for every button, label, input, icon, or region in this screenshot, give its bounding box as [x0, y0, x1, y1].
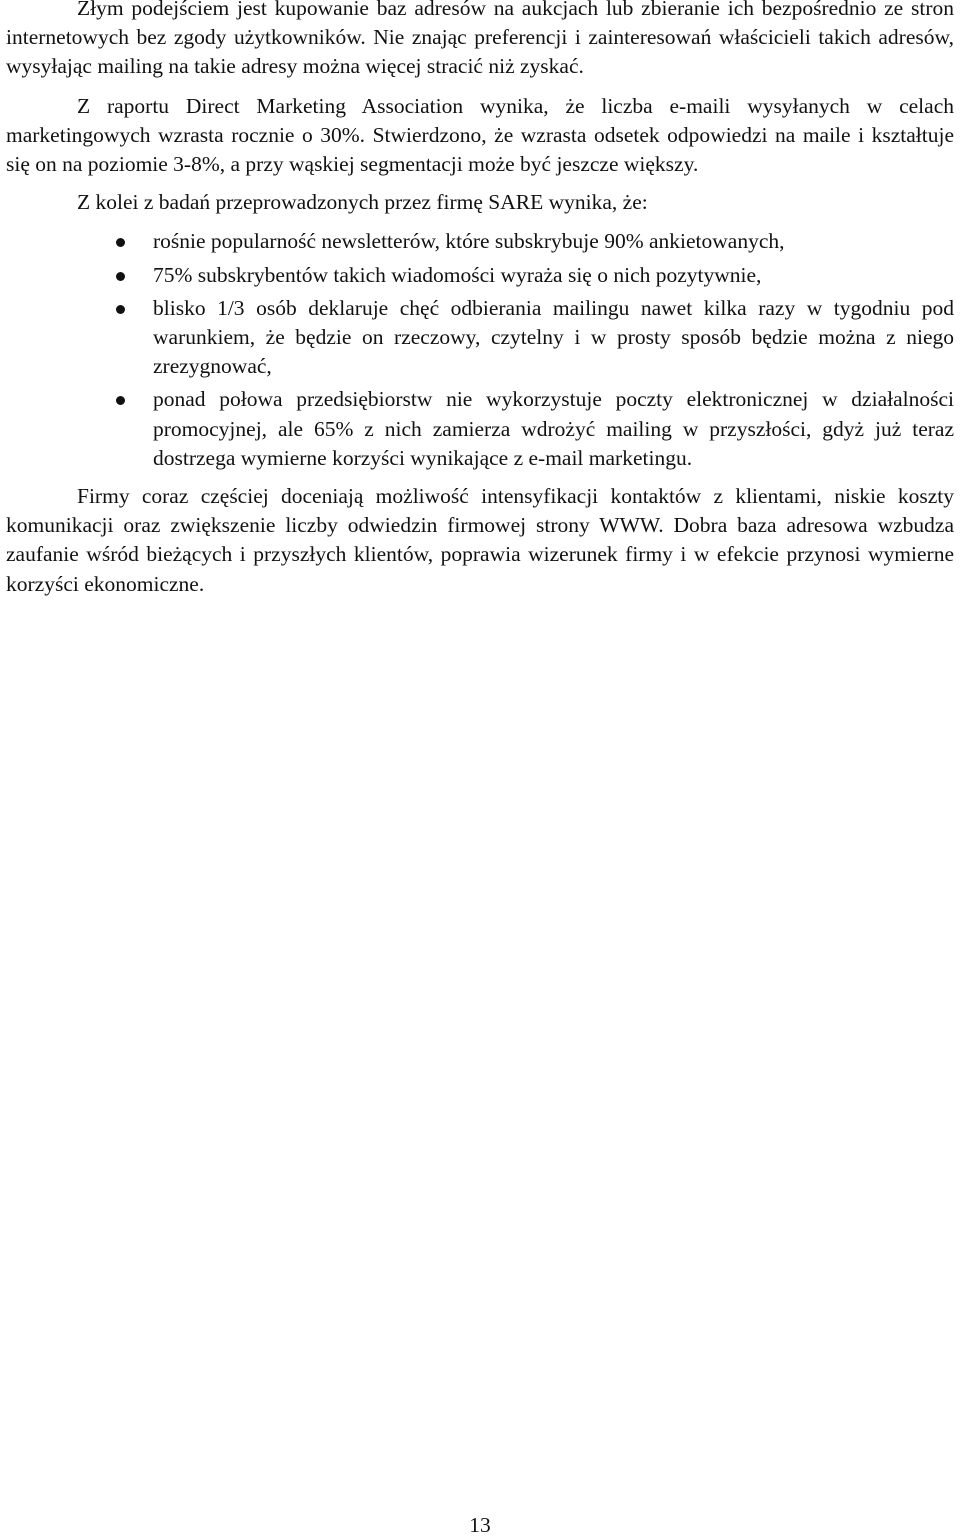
- list-item-text: rośnie popularność newsletterów, które subskrybuje 90% ankietowanych,: [153, 229, 785, 254]
- bullet-icon: [116, 396, 125, 405]
- paragraph-sare-intro: Z kolei z badań przeprowadzonych przez firmę SARE wynika, że:: [77, 190, 648, 215]
- sare-findings-list: [6, 227, 954, 473]
- list-item: [6, 261, 954, 290]
- list-item-text: blisko 1/3 osób deklaruje chęć odbierania mailingu nawet kilka razy w tygodniu pod warunkiem, że będzie on rzeczowy, czytelny i w prosty sposób będzie można z niego zrezygnować,: [153, 295, 954, 379]
- list-item: [6, 227, 954, 256]
- list-item-text: ponad połowa przedsiębiorstw nie wykorzystuje poczty elektronicznej w działalności promocyjnej, ale 65% z nich zamierza wdrożyć mailing w przyszłości, gdyż już teraz dostrzega wymierne korzyści wynikające z e-mail marketingu.: [153, 387, 954, 470]
- paragraph-dma-report: Z raportu Direct Marketing Association wynika, że liczba e-maili wysyłanych w celach marketingowych wzrasta rocznie o 30%. Stwierdzono, że wzrasta odsetek odpowiedzi na maile i kształtuje się on na poziomie 3-8%, a przy wąskiej segmentacji może być jeszcze większy.: [6, 93, 954, 177]
- document-page: [6, 0, 954, 599]
- bullet-icon: [116, 272, 125, 281]
- page-number: 13: [469, 1513, 491, 1537]
- list-item: [6, 294, 954, 382]
- bullet-icon: [116, 305, 125, 314]
- list-item-text: 75% subskrybentów takich wiadomości wyraża się o nich pozytywnie,: [153, 262, 762, 287]
- bullet-icon: [116, 238, 125, 247]
- paragraph-conclusion: Firmy coraz częściej doceniają możliwość intensyfikacji kontaktów z klientami, niskie koszty komunikacji oraz zwiększenie liczby odwiedzin firmowej strony WWW. Dobra baza adresowa wzbudza zaufanie wśród bieżących i przyszłych klientów, poprawia wizerunek firmy i w efekcie przynosi wymierne korzyści ekonomiczne.: [6, 484, 954, 596]
- paragraph-bad-practices: Złym podejściem jest kupowanie baz adresów na aukcjach lub zbieranie ich bezpośrednio ze stron internetowych bez zgody użytkowników. Nie znając preferencji i zainteresowań właścicieli takich adresów, wysyłając mailing na takie adresy można więcej stracić niż zyskać.: [6, 0, 954, 79]
- list-item: [6, 385, 954, 473]
